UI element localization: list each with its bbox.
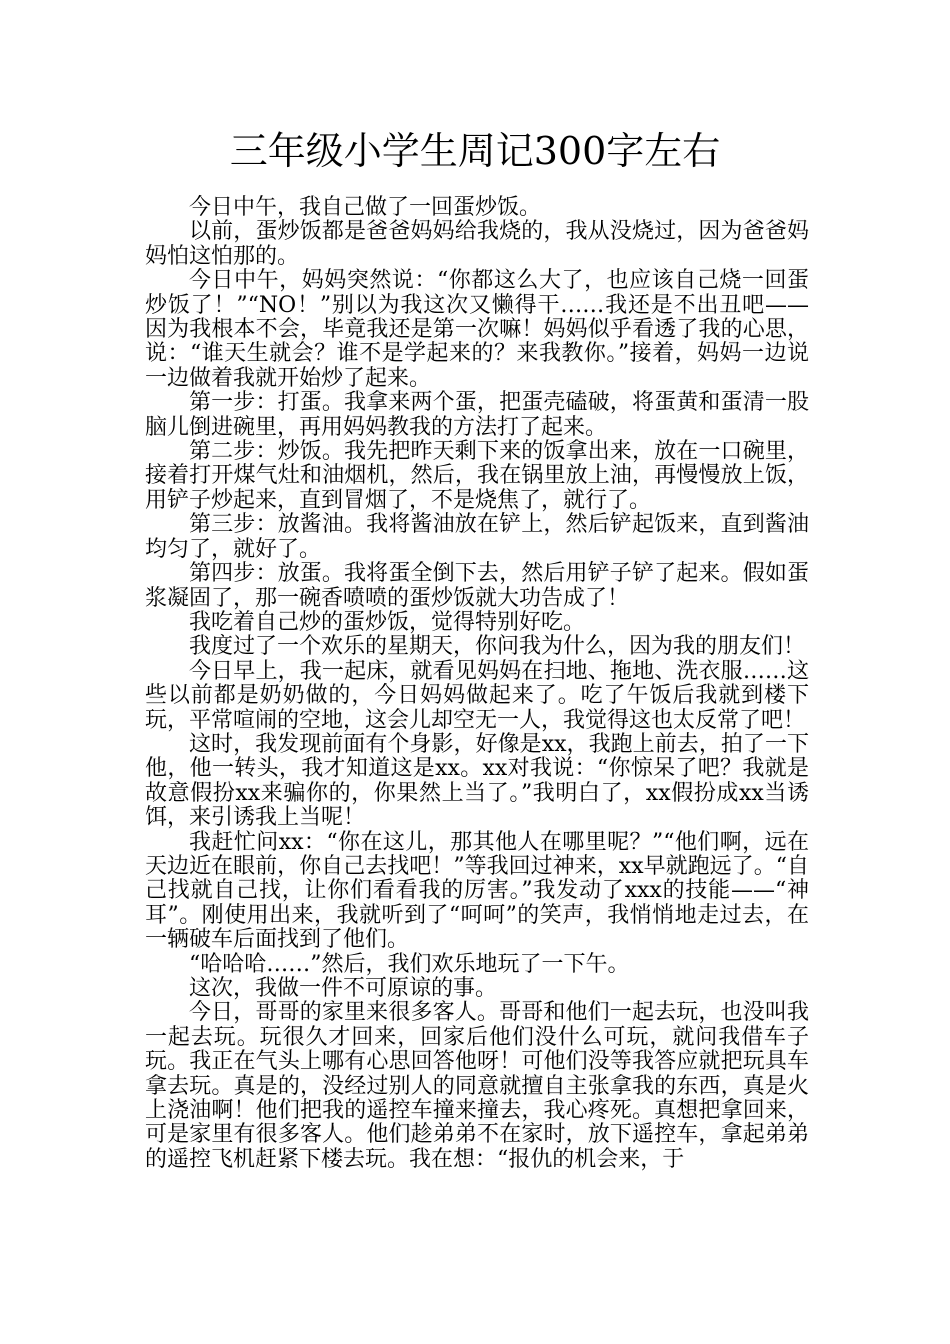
- paragraph: 第四步：放蛋。我将蛋全倒下去，然后用铲子铲了起来。假如蛋浆凝固了，那一碗香喷喷的蛋炒饭就大功告成了！: [145, 561, 809, 611]
- paragraph: 我赶忙问xx：“你在这儿，那其他人在哪里呢？”“他们啊，远在天边近在眼前，你自己去找吧！”等我回过神来，xx早就跑远了。“自己找就自己找，让你们看看我的厉害。”我发动了xxx的技能——“神耳”。刚使用出来，我就听到了“呵呵”的笑声，我悄悄地走过去，在一辆破车后面找到了他们。: [145, 829, 809, 953]
- paragraph: 这次，我做一件不可原谅的事。: [189, 976, 498, 1001]
- paragraph: 这时，我发现前面有个身影，好像是xx，我跑上前去，拍了一下他，他一转头，我才知道这是xx。xx对我说：“你惊呆了吧？我就是故意假扮xx来骗你的，你果然上当了。”我明白了，xx假扮成xx当诱饵，来引诱我上当呢！: [145, 731, 809, 831]
- document-body: [145, 196, 809, 1172]
- document-title: 三年级小学生周记300字左右: [229, 129, 721, 173]
- paragraph: 今日中午，我自己做了一回蛋炒饭。: [189, 195, 542, 220]
- paragraph: 我吃着自己炒的蛋炒饭，觉得特别好吃。: [189, 609, 586, 635]
- paragraph: 今日早上，我一起床，就看见妈妈在扫地、拖地、洗衣服……这些以前都是奶奶做的，今日妈妈做起来了。吃了午饭后我就到楼下玩，平常喧闹的空地，这会儿却空无一人，我觉得这也太反常了吧！: [145, 658, 809, 733]
- paragraph: 今日，哥哥的家里来很多客人。哥哥和他们一起去玩，也没叫我一起去玩。玩很久才回来，回家后他们没什么可玩，就问我借车子玩。我正在气头上哪有心思回答他呀！可他们没等我答应就把玩具车拿去玩。真是的，没经过别人的同意就擅自主张拿我的东西，真是火上浇油啊！他们把我的遥控车撞来撞去，我心疼死。真想把拿回来，可是家里有很多客人。他们趁弟弟不在家时，放下遥控车，拿起弟弟的遥控飞机赶紧下楼去玩。我在想：“报仇的机会来，于: [145, 1000, 809, 1172]
- paragraph: “哈哈哈……”然后，我们欢乐地玩了一下午。: [189, 951, 630, 977]
- paragraph: 第三步：放酱油。我将酱油放在铲上，然后铲起饭来，直到酱油均匀了，就好了。: [145, 512, 809, 562]
- paragraph: 第一步：打蛋。我拿来两个蛋，把蛋壳磕破，将蛋黄和蛋清一股脑儿倒进碗里，再用妈妈教我的方法打了起来。: [145, 390, 809, 440]
- paragraph: 以前，蛋炒饭都是爸爸妈妈给我烧的，我从没烧过，因为爸爸妈妈怕这怕那的。: [145, 219, 809, 269]
- paragraph: 我度过了一个欢乐的星期天，你问我为什么，因为我的朋友们！: [189, 634, 806, 660]
- paragraph: 今日中午，妈妈突然说：“你都这么大了，也应该自己烧一回蛋炒饭了！”“NO！”别以为我这次又懒得干……我还是不出丑吧——因为我根本不会，毕竟我还是第一次嘛！妈妈似乎看透了我的心思，说：“谁天生就会？谁不是学起来的？来我教你。”接着，妈妈一边说一边做着我就开始炒了起来。: [145, 268, 809, 391]
- paragraph: 第二步：炒饭。我先把昨天剩下来的饭拿出来，放在一口碗里，接着打开煤气灶和油烟机，然后，我在锅里放上油，再慢慢放上饭，用铲子炒起来，直到冒烟了，不是烧焦了，就行了。: [145, 439, 809, 513]
